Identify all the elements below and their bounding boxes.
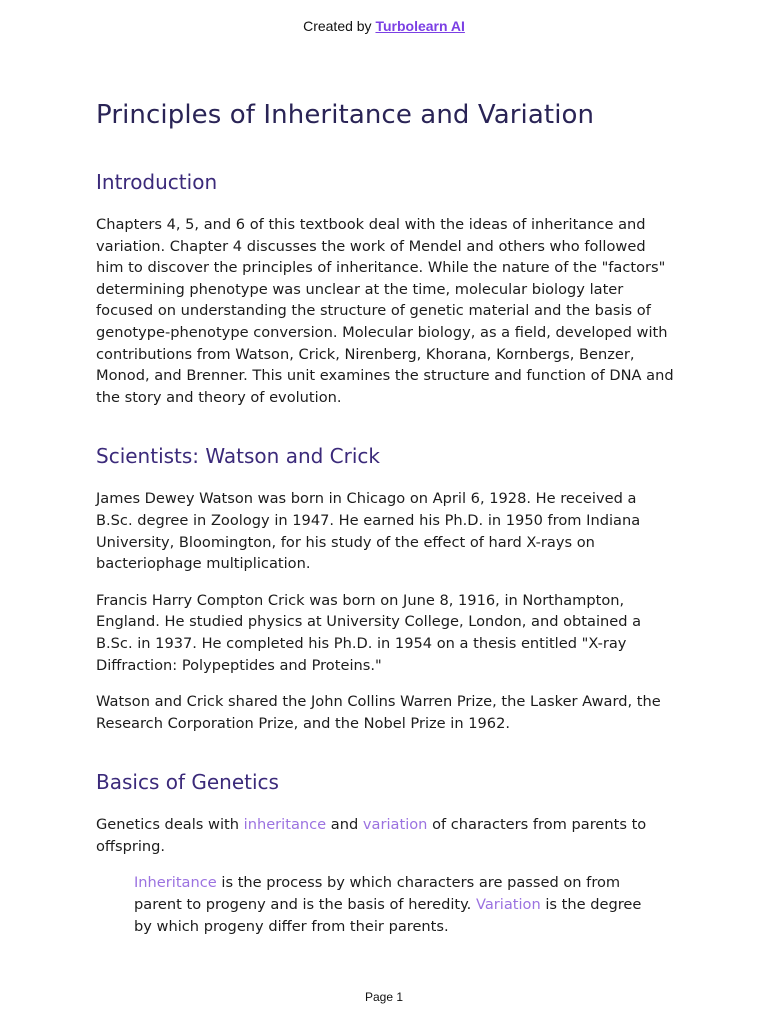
document-body bbox=[96, 96, 676, 937]
prizes-paragraph: Watson and Crick shared the John Collins Warren Prize, the Lasker Award, the Research Corporation Prize, and the Nobel Prize in 1962. bbox=[96, 693, 661, 732]
page-number: Page 1 bbox=[364, 990, 404, 1004]
genetics-intro-text-2: and bbox=[326, 816, 363, 834]
term-inheritance: inheritance bbox=[243, 816, 327, 834]
definition-text-inheritance: is the process by which characters are passed on from parent to progeny and is the basis of heredity. bbox=[134, 874, 621, 914]
definition-block bbox=[134, 872, 654, 937]
definition-text-variation: is the degree by which progeny differ from their parents. bbox=[134, 896, 642, 935]
watson-paragraph: James Dewey Watson was born in Chicago on April 6, 1928. He received a B.Sc. degree in Zoology in 1947. He earned his Ph.D. in 1950 from Indiana University, Bloomington, for his study of the effect of hard X-rays on bacteriophage multiplication. bbox=[96, 490, 641, 573]
page-title: Principles of Inheritance and Variation bbox=[96, 100, 595, 130]
genetics-intro-text-1: Genetics deals with bbox=[96, 816, 244, 834]
section-heading-genetics: Basics of Genetics bbox=[96, 770, 279, 795]
turbolearn-link[interactable]: Turbolearn AI bbox=[375, 18, 465, 34]
credit-line bbox=[0, 18, 768, 34]
crick-paragraph: Francis Harry Compton Crick was born on June 8, 1916, in Northampton, England. He studied physics at University College, London, and obtained a B.Sc. in 1937. He completed his Ph.D. in 1954 on a thesis entitled "X-ray Diffraction: Polypeptides and Proteins." bbox=[96, 591, 642, 674]
definition-term-inheritance: Inheritance bbox=[134, 874, 217, 892]
definition-term-variation: Variation bbox=[475, 896, 541, 914]
credit-prefix: Created by bbox=[303, 18, 372, 34]
genetics-intro-paragraph bbox=[96, 814, 676, 857]
introduction-paragraph: Chapters 4, 5, and 6 of this textbook deal with the ideas of inheritance and variation. Chapter 4 discusses the work of Mendel and others who followed him to discover the principles of inheritance. While the nature of the "factors" determining phenotype was unclear at the time, molecular biology later focused on understanding the structure of genetic material and the basis of genotype-phenotype conversion. Molecular biology, as a field, developed with contributions from Watson, Crick, Nirenberg, Khorana, Kornbergs, Benzer, Monod, and Brenner. This unit examines the structure and function of DNA and the story and theory of evolution. bbox=[96, 216, 674, 406]
genetics-intro-text-3: of characters from parents to offspring. bbox=[96, 816, 647, 855]
section-heading-introduction: Introduction bbox=[96, 170, 218, 194]
term-variation: variation bbox=[362, 816, 428, 834]
section-heading-scientists: Scientists: Watson and Crick bbox=[96, 444, 380, 469]
